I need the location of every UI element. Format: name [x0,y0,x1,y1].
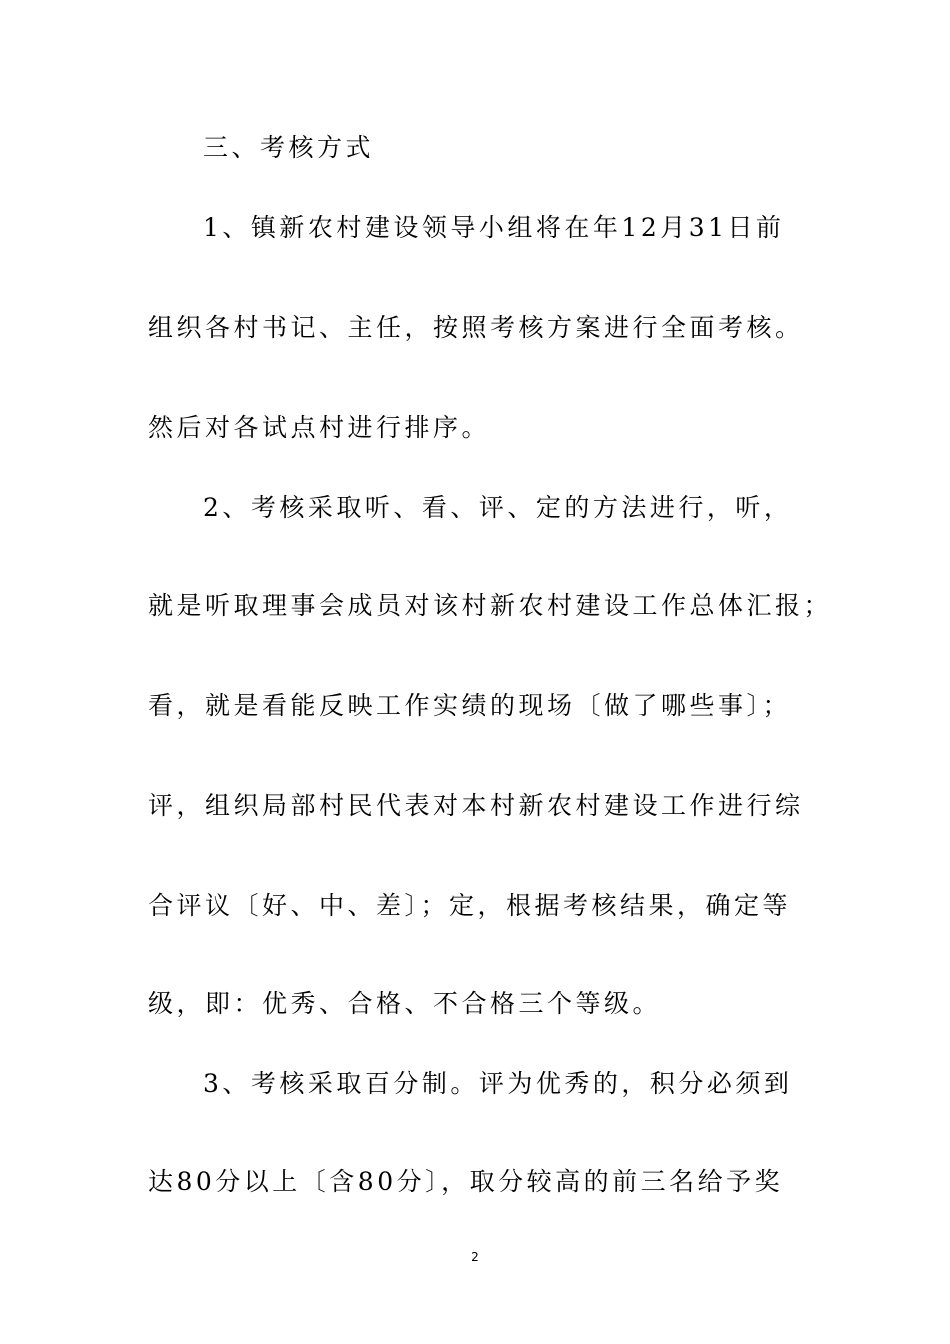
paragraph-line: 达80分以上〔含80分〕，取分较高的前三名给予奖 [148,1167,784,1196]
paragraph-line: 评，组织局部村民代表对本村新农村建设工作进行综 [148,791,804,820]
paragraph-line: 2、考核采取听、看、评、定的方法进行，听， [203,493,793,522]
page-number: 2 [471,1250,479,1264]
paragraph-line: 组织各村书记、主任，按照考核方案进行全面考核。 [148,313,804,342]
paragraph-line: 就是听取理事会成员对该村新农村建设工作总体汇报； [148,591,833,620]
paragraph-line: 级，即：优秀、合格、不合格三个等级。 [148,989,662,1018]
paragraph-line: 看，就是看能反映工作实绩的现场〔做了哪些事〕； [148,691,792,720]
section-heading: 三、考核方式 [203,133,375,162]
paragraph-line: 合评议〔好、中、差〕；定，根据考核结果，确定等 [148,891,792,920]
paragraph-line: 然后对各试点村进行排序。 [148,413,491,442]
paragraph-line: 3、考核采取百分制。评为优秀的，积分必须到 [203,1069,793,1098]
paragraph-line: 1、镇新农村建设领导小组将在年12月31日前 [203,213,785,242]
